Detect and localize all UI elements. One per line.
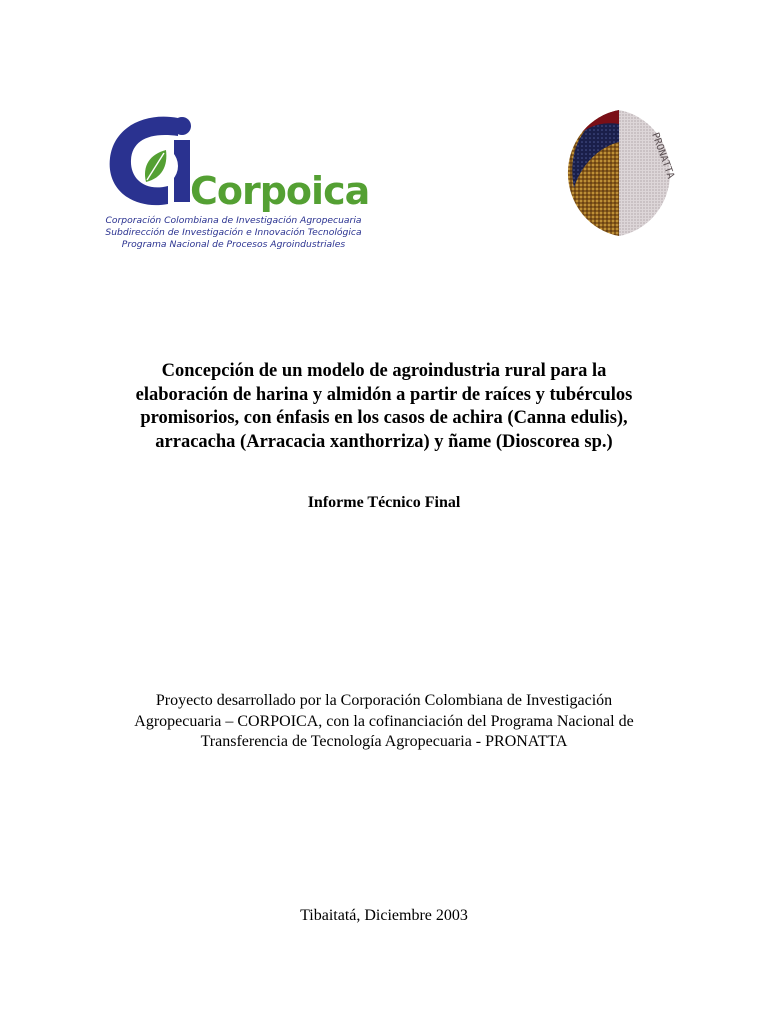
title-line: promisorios, con énfasis en los casos de achira (Canna edulis), (140, 408, 628, 428)
corpoica-tagline-line: Programa Nacional de Procesos Agroindustriales (121, 239, 346, 250)
place-and-date: Tibaitatá, Diciembre 2003 (300, 907, 468, 924)
corpoica-tagline-line: Corporación Colombiana de Investigación Agropecuaria (105, 215, 362, 226)
description-line: Proyecto desarrollado por la Corporación Colombiana de Investigación (155, 692, 613, 709)
description-line: Agropecuaria – CORPOICA, con la cofinanciación del Programa Nacional de (134, 712, 634, 730)
title-line: elaboración de harina y almidón a partir de raíces y tubérculos (135, 384, 633, 405)
description-line: Transferencia de Tecnología Agropecuaria - PRONATTA (200, 733, 568, 750)
corpoica-c-leaf-icon (106, 110, 198, 210)
pronatta-seal-icon (556, 108, 681, 238)
pronatta-seal-text: PRONATTA (649, 131, 676, 181)
corpoica-logo (96, 110, 371, 255)
document-subtitle: Informe Técnico Final (307, 494, 461, 511)
corpoica-wordmark: Corpoica (190, 169, 370, 213)
title-line: Concepción de un modelo de agroindustria rural para la (161, 361, 607, 381)
corpoica-tagline-line: Subdirección de Investigación e Innovación Tecnológica (105, 227, 362, 238)
title-line: arracacha (Arracacia xanthorriza) y ñame (Dioscorea sp.) (155, 431, 613, 452)
document-title (84, 360, 684, 454)
project-description (84, 691, 684, 753)
